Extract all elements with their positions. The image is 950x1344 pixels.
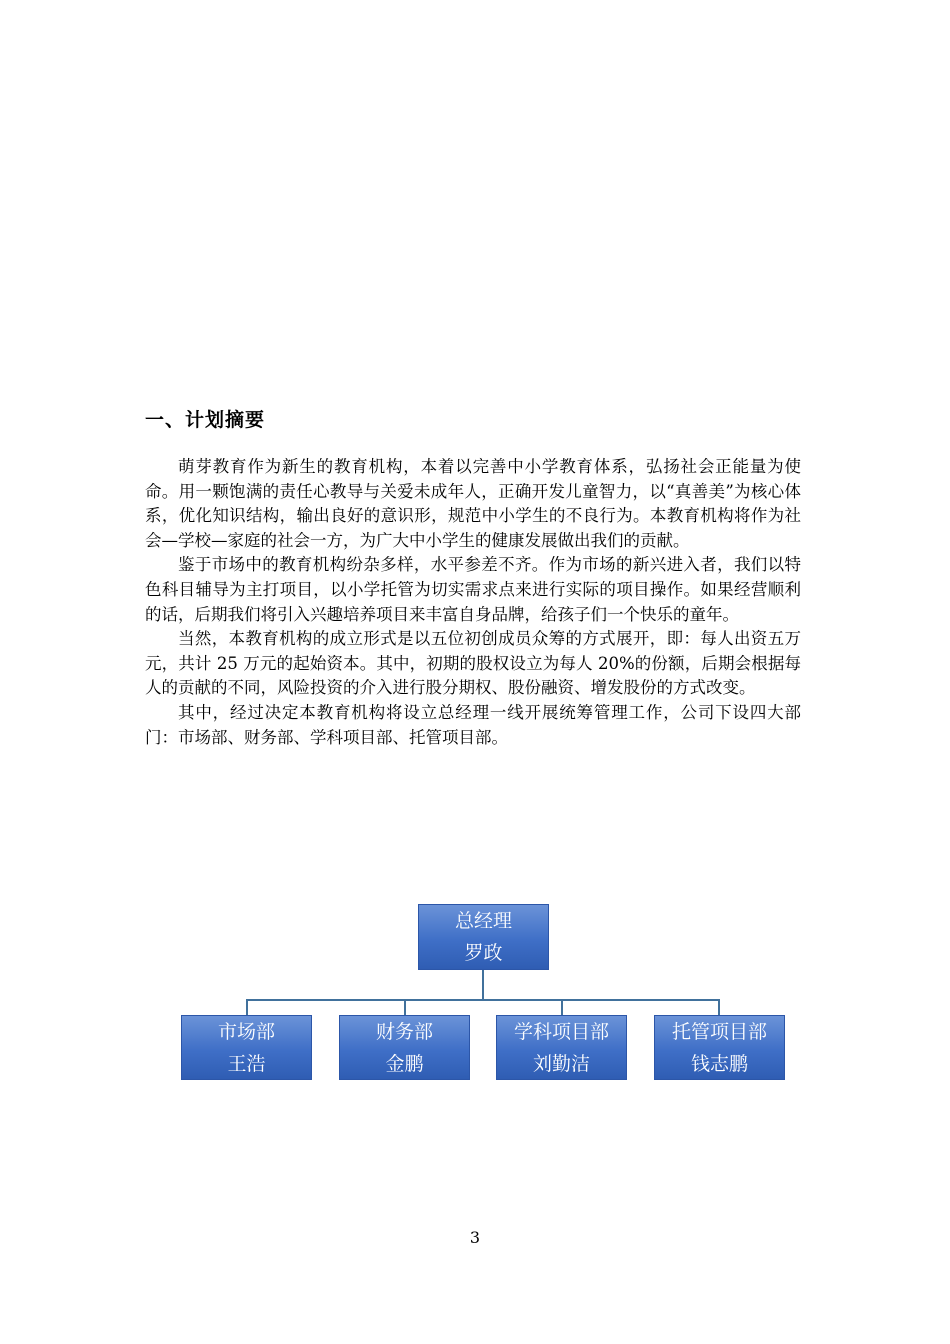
connector-dept-1 bbox=[246, 999, 248, 1015]
connector-horizontal bbox=[246, 999, 720, 1001]
section-heading: 一、计划摘要 bbox=[145, 409, 266, 431]
summary-body bbox=[145, 455, 801, 750]
node-person: 钱志鹏 bbox=[690, 1052, 748, 1075]
node-title: 总经理 bbox=[454, 910, 512, 932]
paragraph-3: 当然，本教育机构的成立形式是以五位初创成员众筹的方式展开，即：每人出资五万元，共计 25 万元的起始资本。其中，初期的股权设立为每人 20%的份额，后期会根据每人的贡献的不同，风险投资的介入进行股分期权、股份融资、增发股份的方式改变。 bbox=[145, 629, 801, 698]
connector-root-vertical bbox=[482, 969, 484, 1000]
org-node-care-dept bbox=[654, 1015, 785, 1080]
org-node-market-dept bbox=[181, 1015, 312, 1080]
node-person: 王浩 bbox=[227, 1052, 266, 1075]
node-person: 刘勤洁 bbox=[532, 1052, 590, 1075]
org-node-finance-dept bbox=[339, 1015, 470, 1080]
page-number: 3 bbox=[469, 1228, 481, 1247]
node-title: 托管项目部 bbox=[671, 1020, 767, 1043]
paragraph-1: 萌芽教育作为新生的教育机构，本着以完善中小学教育体系，弘扬社会正能量为使命。用一颗饱满的责任心教导与关爱未成年人，正确开发儿童智力，以“真善美”为核心体系，优化知识结构，输出良好的意识形，规范中小学生的不良行为。本教育机构将作为社会—学校—家庭的社会一方，为广大中小学生的健康发展做出我们的贡献。 bbox=[145, 457, 801, 550]
paragraph-4: 其中，经过决定本教育机构将设立总经理一线开展统筹管理工作，公司下设四大部门：市场部、财务部、学科项目部、托管项目部。 bbox=[145, 702, 801, 747]
node-title: 财务部 bbox=[375, 1020, 433, 1043]
node-person: 金鹏 bbox=[385, 1052, 424, 1075]
connector-dept-3 bbox=[561, 999, 563, 1015]
paragraph-2: 鉴于市场中的教育机构纷杂多样，水平参差不齐。作为市场的新兴进入者，我们以特色科目辅导为主打项目，以小学托管为切实需求点来进行实际的项目操作。如果经营顺利的话，后期我们将引入兴趣培养项目来丰富自身品牌，给孩子们一个快乐的童年。 bbox=[145, 555, 801, 624]
connector-dept-2 bbox=[404, 999, 406, 1015]
node-title: 学科项目部 bbox=[513, 1020, 609, 1043]
connector-dept-4 bbox=[718, 999, 720, 1015]
node-person: 罗政 bbox=[464, 942, 503, 964]
org-node-general-manager bbox=[418, 904, 549, 970]
org-node-subject-dept bbox=[496, 1015, 627, 1080]
node-title: 市场部 bbox=[217, 1020, 275, 1043]
